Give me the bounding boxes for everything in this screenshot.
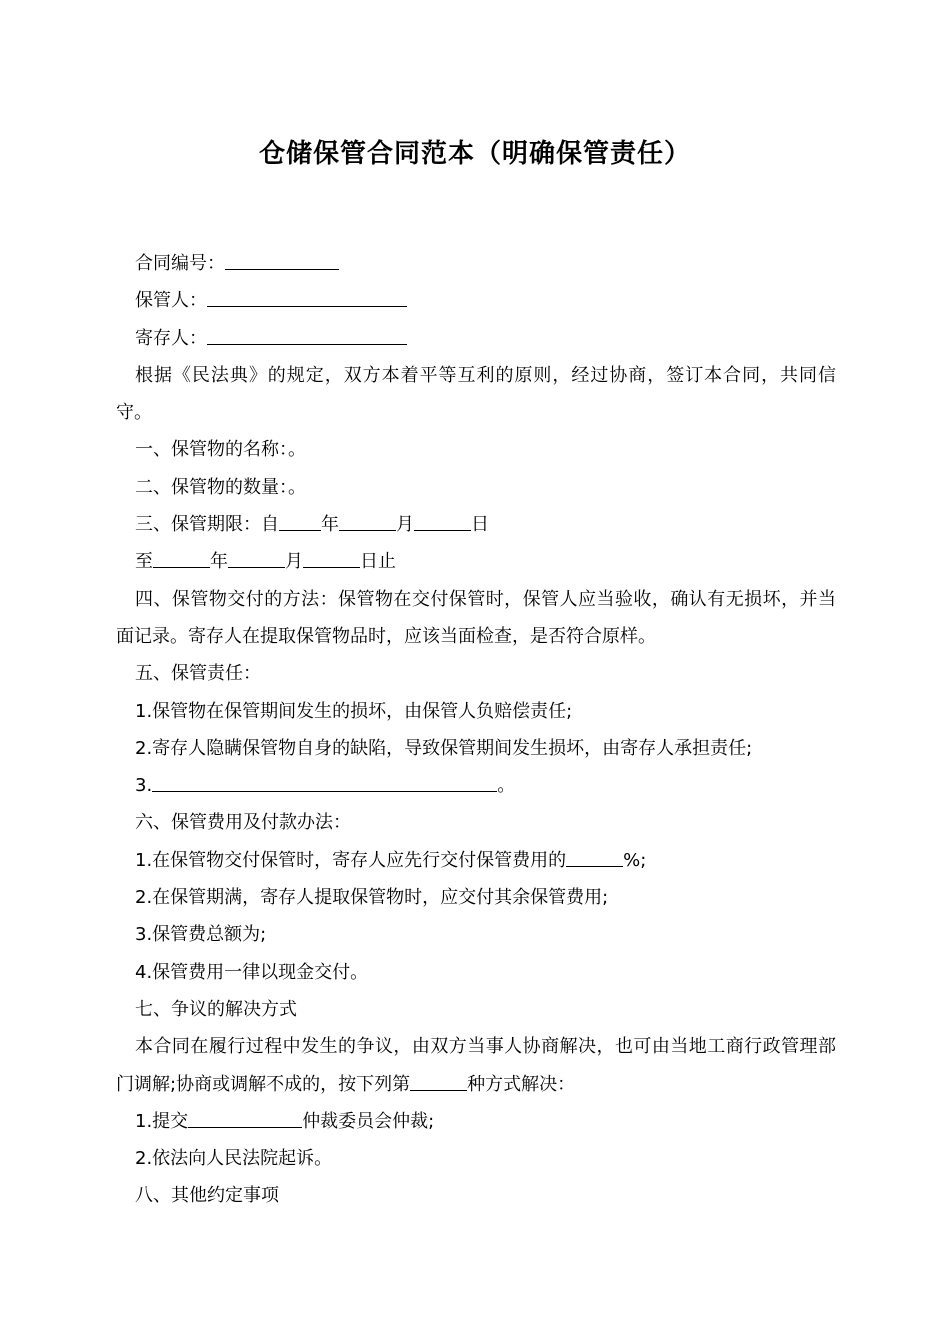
section-3-start [116,506,836,543]
contract-number-label: 合同编号： [135,253,225,274]
section-6-item-3: 3.保管费总额为; [135,924,267,946]
section-5-item-1: 1.保管物在保管期间发生的损坏，由保管人负赔偿责任; [135,700,573,722]
end-day-label: 日止 [360,551,396,573]
section-5-item-2: 2.寄存人隐瞒保管物自身的缺陷，导致保管期间发生损坏，由寄存人承担责任; [135,737,753,759]
fee-percent-blank [566,844,623,867]
start-day-label: 日 [471,514,489,536]
end-year-label: 年 [210,551,228,573]
section-4: 四、保管物交付的方法：保管物在交付保管时，保管人应当验收，确认有无损坏，并当面记录。寄存人在提取保管物品时，应该当面检查，是否符合原样。 [116,588,836,647]
start-day-blank [414,508,471,531]
contract-number-line [116,245,836,282]
end-day-blank [303,545,360,568]
section-7-heading: 七、争议的解决方式 [135,998,297,1020]
end-month-label: 月 [285,551,303,573]
end-year-blank [153,545,210,568]
fee-percent-suffix: %; [623,849,647,871]
custodian-blank [207,284,407,307]
depositor-line [116,320,836,357]
section-8-heading: 八、其他约定事项 [135,1185,279,1207]
section-5-heading: 五、保管责任： [135,663,261,685]
custodian-line [116,282,836,319]
section-7-item-1 [116,1103,836,1140]
start-month-blank [339,508,396,531]
preamble-paragraph: 根据《民法典》的规定，双方本着平等互利的原则，经过协商，签订本合同，共同信守。 [116,364,836,424]
custodian-label: 保管人： [135,290,207,312]
contract-number-blank [225,247,339,270]
section-6-item-4: 4.保管费用一律以现金交付。 [135,961,369,983]
section-6-item-1 [116,842,836,879]
arbitration-suffix: 仲裁委员会仲裁; [302,1110,435,1132]
section-5-item-3 [116,767,836,804]
dispute-method-blank [410,1068,467,1091]
document-title: 仓储保管合同范本（明确保管责任） [258,139,691,169]
dispute-body-end: 种方式解决： [467,1073,576,1095]
start-month-label: 月 [396,514,414,536]
depositor-label: 寄存人： [135,327,207,349]
section-2: 二、保管物的数量：。 [135,476,306,498]
item-3-end: 。 [497,775,516,797]
fee-item-1-text: 1.在保管物交付保管时，寄存人应先行交付保管费用的 [135,849,567,871]
item-3-blank [152,769,497,792]
dispute-body-text: 本合同在履行过程中发生的争议，由双方当事人协商解决，也可由当地工商行政管理部门调解;协商或调解不成的，按下列第 [116,1036,836,1095]
section-7-item-2: 2.依法向人民法院起诉。 [135,1148,333,1170]
document-body [116,245,836,1215]
section-7-body [116,1028,836,1103]
section-6-item-2: 2.在保管期满，寄存人提取保管物时，应交付其余保管费用; [135,887,609,909]
section-3-end [116,543,836,580]
start-year-label: 年 [321,514,339,536]
term-prefix: 三、保管期限：自 [135,514,279,536]
arbitration-blank [188,1105,302,1128]
item-3-number: 3. [135,775,153,797]
arbitration-prefix: 1.提交 [135,1110,189,1132]
start-year-blank [279,508,321,531]
end-month-blank [228,545,285,568]
section-1: 一、保管物的名称：。 [135,439,306,461]
depositor-blank [207,322,407,345]
term-to-label: 至 [135,551,153,573]
section-6-heading: 六、保管费用及付款办法： [135,812,351,834]
